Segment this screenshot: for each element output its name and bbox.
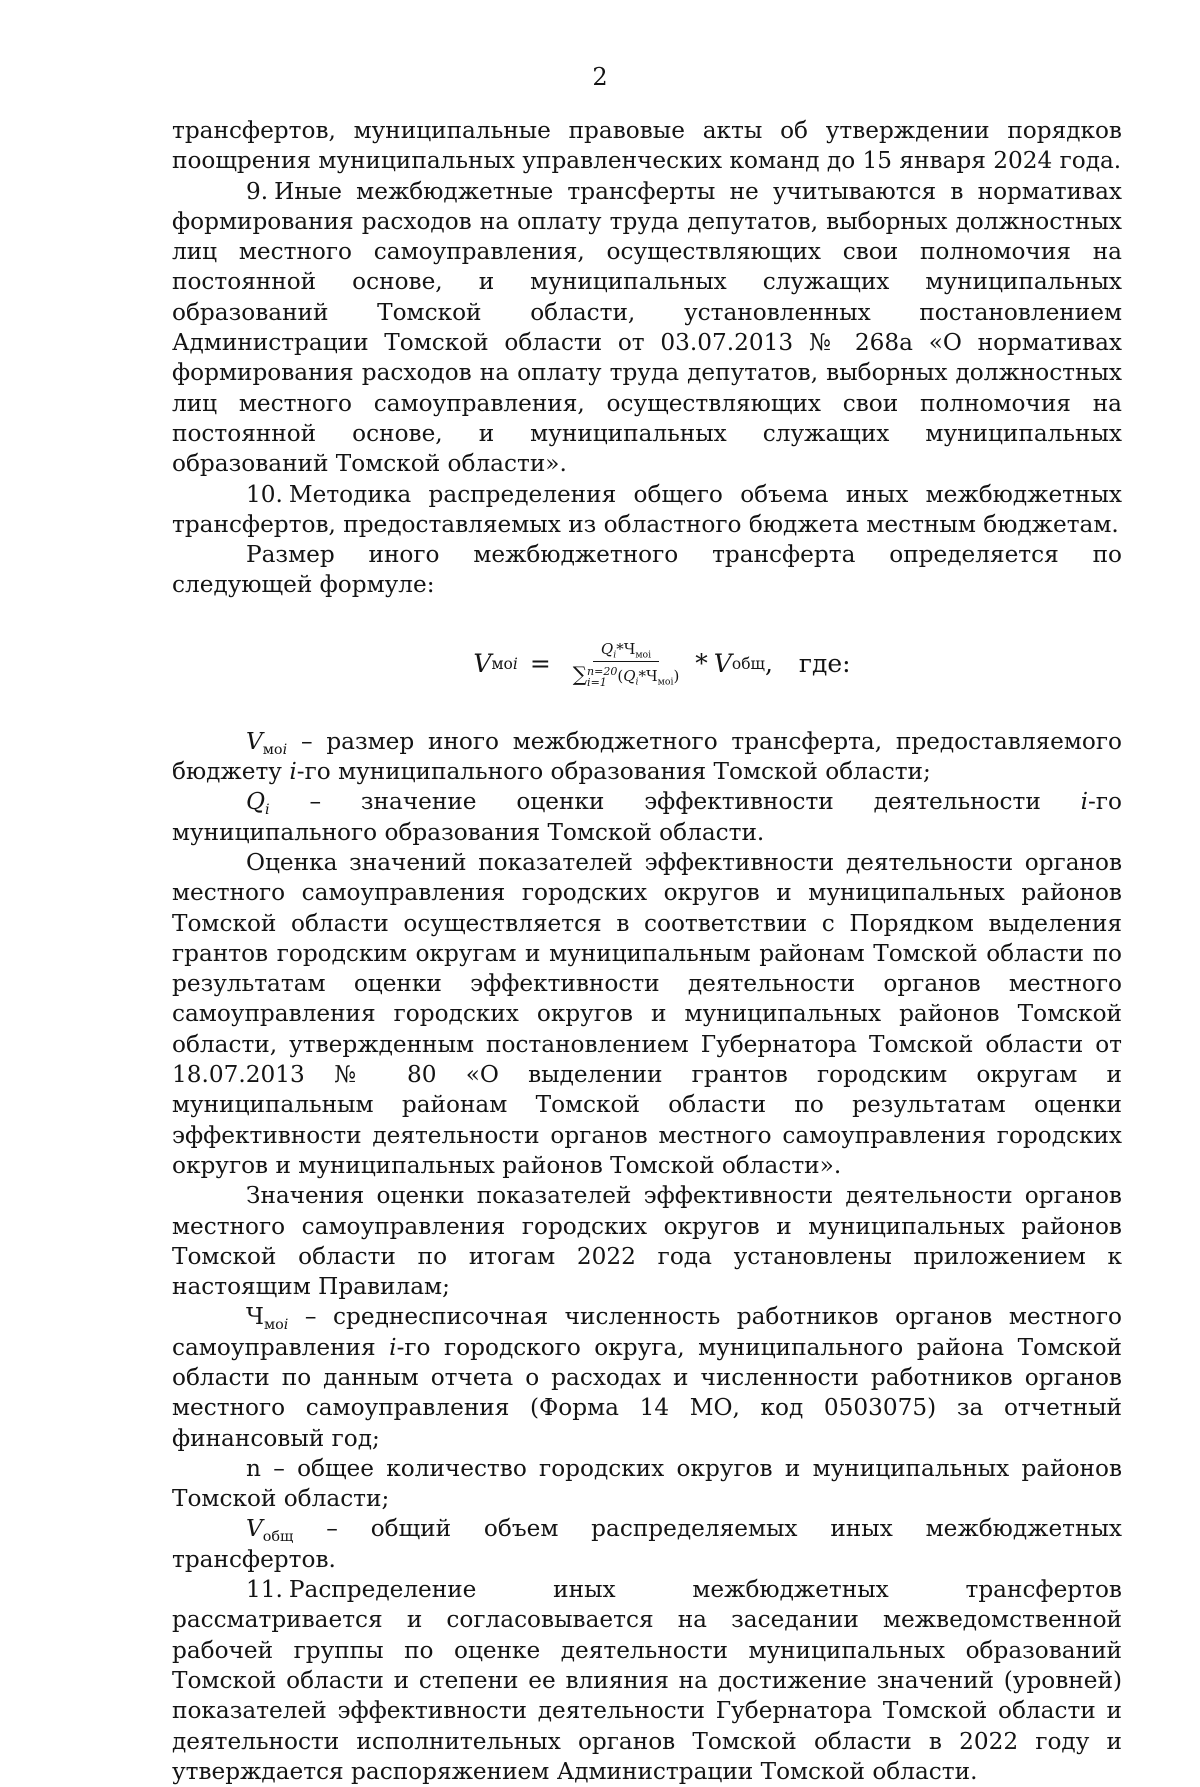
- num-ch-sub: моi: [635, 649, 652, 661]
- def-q-sub: i: [265, 802, 270, 819]
- formula-where: где:: [798, 648, 851, 678]
- formula-comma: ,: [764, 648, 773, 678]
- def-v-symbol: V: [246, 727, 263, 755]
- paragraph-ocenka: Оценка значений показателей эффективности деятельности органов местного самоуправления городских округов и муниципальных районов Томской области осуществляется в соответствии с Порядком выделения грантов городским округам и муниципальным районам Томской области по результатам оценки эффективности деятельности органов местного самоуправления городских округов и муниципальных районов Томской области, утвержденным постановлением Губернатора Томской области от 18.07.2013 № 80 «О выделении грантов городским округам и муниципальным районам Томской области по результатам оценки эффективности деятельности органов местного самоуправления городских округов и муниципальных районов Томской области».: [172, 848, 1122, 1179]
- def-ch-text: – среднесписочная численность работников органов местного самоуправления: [172, 1303, 1122, 1361]
- paragraph-text: Распределение иных межбюджетных трансфертов рассматривается и согласовывается на заседании межведомственной рабочей группы по оценке деятельности муниципальных образований Томской области и степени ее влияния на достижение значений (уровней) показателей эффективности деятельности Губернатора Томской области и деятельности исполнительных органов Томской области в 2022 году и утверждается распоряжением Администрации Томской области.: [172, 1576, 1122, 1785]
- den-ch-sub: моi: [657, 676, 674, 688]
- paragraph-10: [172, 480, 1122, 541]
- def-v-text: – размер иного межбюджетного трансферта, предоставляемого бюджету: [172, 727, 1122, 786]
- def-ch-i: i: [389, 1333, 397, 1361]
- formula-equals: =: [529, 648, 551, 678]
- def-ch-subi: i: [283, 1317, 289, 1334]
- definition-ch: [172, 1302, 1122, 1453]
- sum-lower: i=1: [587, 676, 607, 690]
- den-q-sub: i: [635, 676, 639, 688]
- def-vobsh-sub: общ: [262, 1529, 294, 1546]
- def-q-i: i: [1080, 788, 1089, 816]
- paragraph-formula-intro: Размер иного межбюджетного трансферта определяется по следующей формуле:: [172, 541, 1122, 599]
- paragraph-text: Методика распределения общего объема иных межбюджетных трансфертов, предоставляемых из областного бюджета местным бюджетам.: [172, 480, 1122, 538]
- formula-numerator: [593, 639, 659, 662]
- paragraph-continuation: трансфертов, муниципальные правовые акты об утверждении порядков поощрения муниципальных управленческих команд до 15 января 2024 года.: [172, 117, 1122, 175]
- definition-n: n – общее количество городских округов и муниципальных районов Томской области;: [172, 1454, 1122, 1513]
- den-close: ): [673, 667, 680, 686]
- page-number: 2: [592, 63, 608, 91]
- def-ch-symbol: Ч: [246, 1303, 264, 1331]
- paragraph-11: [172, 1575, 1122, 1787]
- num-star: *: [616, 640, 624, 659]
- den-q: Q: [623, 667, 636, 686]
- def-vobsh-symbol: V: [246, 1515, 263, 1543]
- formula-rhs: V: [713, 648, 732, 678]
- sum-upper: n=20: [587, 665, 618, 679]
- formula-fraction: [569, 639, 684, 688]
- formula: V моi = $Q_i*Ч_{моi}$ ∑ n=20 i=1 $(Q_i*Ч_{моi})$ * V общ , где:: [473, 640, 851, 690]
- den-open: (: [617, 667, 624, 686]
- def-v-i: i: [289, 758, 297, 786]
- def-q-text: – значение оценки эффективности деятельности: [269, 788, 1081, 816]
- definition-v: [172, 727, 1122, 788]
- sum-symbol: ∑: [572, 662, 588, 687]
- document-body: [172, 116, 1122, 1787]
- def-v-end: -го муниципального образования Томской области;: [296, 758, 931, 786]
- paragraph-number: 9.: [246, 177, 269, 205]
- def-ch-end: -го городского округа, муниципального района Томской области по данным отчета о расходах и численности работников органов местного самоуправления (Форма 14 МО, код 0503075) за отчетный финансовый год;: [172, 1333, 1122, 1452]
- formula-times: *: [695, 648, 708, 678]
- paragraph-number: 10.: [246, 480, 283, 508]
- definition-vobsh: [172, 1514, 1122, 1575]
- paragraph-9: [172, 177, 1122, 480]
- paragraph-text: Иные межбюджетные трансферты не учитываются в нормативах формирования расходов на оплату труда депутатов, выборных должностных лиц местного самоуправления, осуществляющих свои полномочия на постоянной основе, и муниципальных служащих муниципальных образований Томской области, установленных постановлением Администрации Томской области от 03.07.2013 № 268а «О нормативах формирования расходов на оплату труда депутатов, выборных должностных лиц местного самоуправления, осуществляющих свои полномочия на постоянной основе, и муниципальных служащих муниципальных образований Томской области».: [172, 177, 1122, 478]
- def-v-sub: мо: [262, 741, 283, 758]
- den-star: *: [638, 667, 647, 686]
- paragraph-znacheniya: Значения оценки показателей эффективности деятельности органов местного самоуправления городских округов и муниципальных районов Томской области по итогам 2022 года установлены приложением к настоящим Правилам;: [172, 1182, 1122, 1301]
- def-q-symbol: Q: [246, 788, 266, 816]
- sum-limits: [587, 666, 617, 688]
- num-ch: Ч: [623, 640, 636, 659]
- formula-denominator: [569, 662, 684, 688]
- def-v-subi: i: [282, 741, 288, 758]
- formula-lhs-sub: мо: [491, 654, 513, 673]
- den-ch: Ч: [646, 667, 658, 686]
- formula-lhs-subi: i: [512, 654, 518, 673]
- def-q-end: -го муниципального образования Томской области.: [172, 788, 1122, 846]
- definition-q: [172, 787, 1122, 848]
- num-q: Q: [600, 640, 614, 659]
- formula-lhs: V: [473, 648, 492, 678]
- def-vobsh-text: – общий объем распределяемых иных межбюджетных трансфертов.: [172, 1515, 1122, 1573]
- num-q-sub: i: [613, 649, 617, 661]
- def-ch-sub: мо: [263, 1317, 284, 1334]
- paragraph-number: 11.: [246, 1576, 283, 1604]
